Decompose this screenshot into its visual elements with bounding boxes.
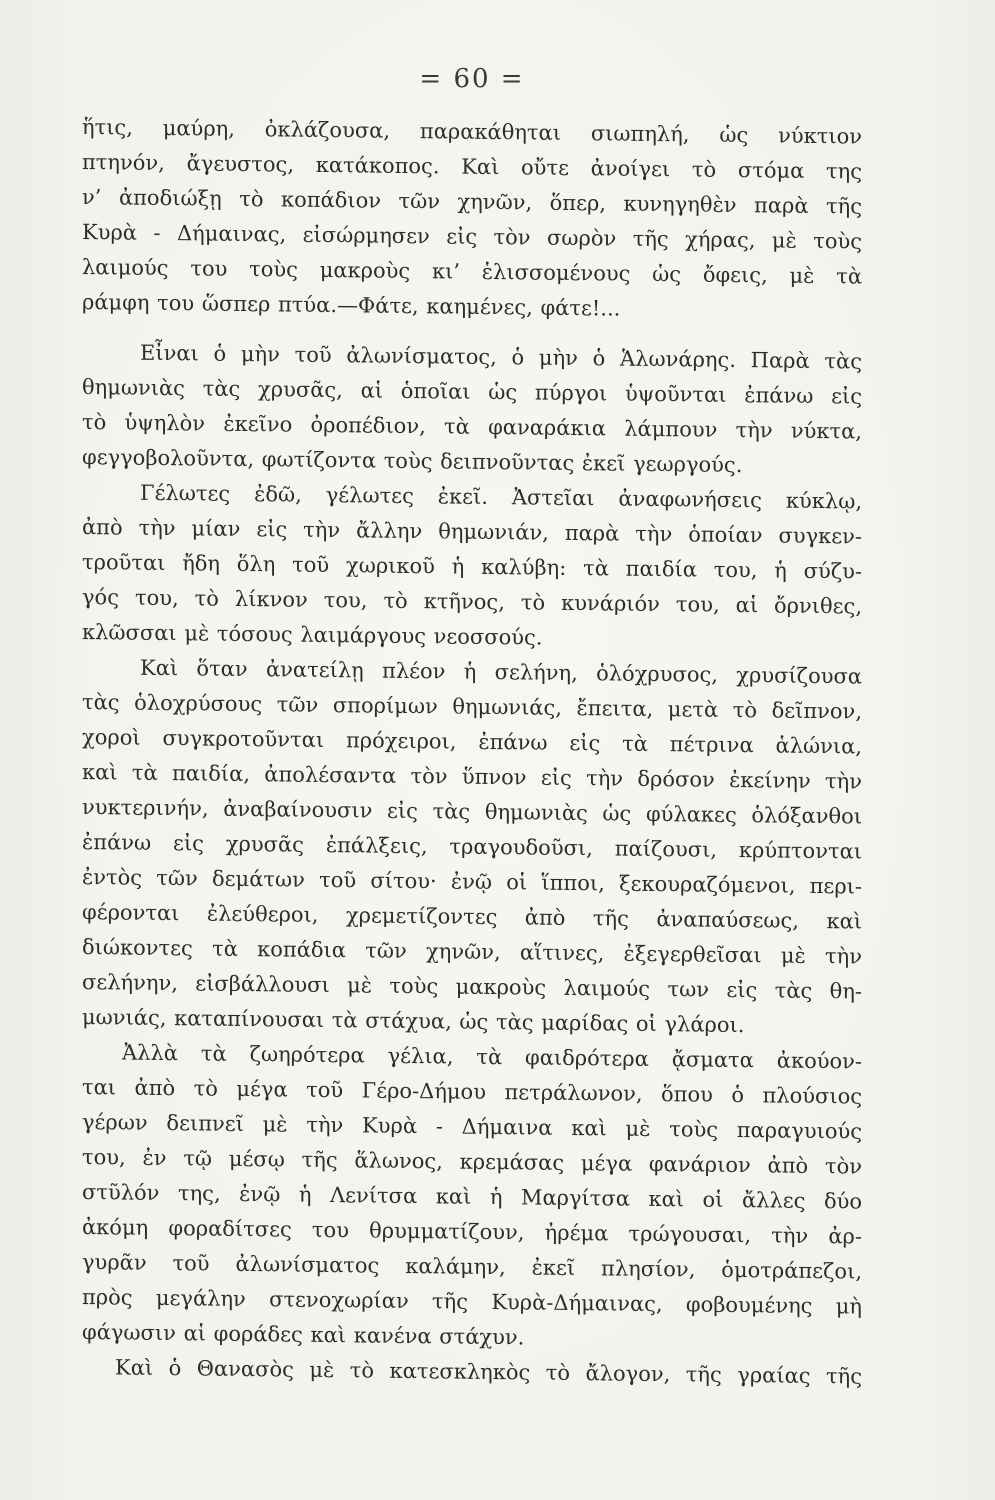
text-line: φέρονται ἐλεύθεροι, χρεμετίζοντες ἀπὸ τῆς ἀναπαύσεως, καὶ [82, 900, 862, 934]
page-number-header: = 60 = [419, 64, 525, 94]
text-line: τὰς ὁλοχρύσους τῶν σπορίμων θημωνιάς, ἔπειτα, μετὰ τὸ δεῖπνον, [82, 690, 862, 724]
text-line: γός του, τὸ λίκνον του, τὸ κτῆνος, τὸ κυνάριόν του, αἱ ὄρνιθες, [82, 585, 862, 619]
text-line: σελήνην, εἰσβάλλουσι μὲ τοὺς μακροὺς λαιμούς των εἰς τὰς θη- [82, 970, 862, 1004]
text-line: Καὶ ὅταν ἀνατείλῃ πλέον ἡ σελήνη, ὁλόχρυσος, χρυσίζουσα [140, 655, 862, 689]
text-line: ράμφη του ὥσπερ πτύα.—Φάτε, καημένες, φάτε!... [82, 290, 621, 321]
text-line: νυκτερινήν, ἀναβαίνουσιν εἰς τὰς θημωνιὰς ὡς φύλακες ὁλόξανθοι [82, 795, 862, 829]
text-line: χοροὶ συγκροτοῦνται πρόχειροι, ἐπάνω εἰς τὰ πέτρινα ἁλώνια, [82, 725, 862, 759]
text-line: πρὸς μεγάλην στενοχωρίαν τῆς Κυρὰ-Δήμαινας, φοβουμένης μὴ [82, 1285, 862, 1319]
text-line: ἀπὸ τὴν μίαν εἰς τὴν ἄλλην θημωνιάν, παρὰ τὴν ὁποίαν συγκεν- [82, 515, 862, 549]
paragraph-2 [82, 335, 862, 485]
text-line: φάγωσιν αἱ φοράδες καὶ κανένα στάχυν. [82, 1320, 525, 1350]
paragraph-3 [82, 475, 862, 660]
text-line: τὸ ὑψηλὸν ἐκεῖνο ὀροπέδιον, τὰ φαναράκια λάμπουν τὴν νύκτα, [82, 410, 862, 444]
text-line: κλῶσσαι μὲ τόσους λαιμάργους νεοσσούς. [82, 620, 543, 650]
text-line: γυρᾶν τοῦ ἀλωνίσματος καλάμην, ἐκεῖ πλησίον, ὁμοτράπεζοι, [82, 1250, 862, 1284]
text-line: διώκοντες τὰ κοπάδια τῶν χηνῶν, αἵτινες, ἐξεγερθεῖσαι μὲ τὴν [82, 935, 862, 969]
text-line: λαιμούς του τοὺς μακροὺς κι’ ἑλισσομένους ὡς ὄφεις, μὲ τὰ [82, 255, 862, 289]
text-line: γέρων δειπνεῖ μὲ τὴν Κυρὰ - Δήμαινα καὶ μὲ τοὺς παραγυιούς [82, 1110, 862, 1144]
paragraph-5 [82, 1035, 862, 1360]
text-line: του, ἐν τῷ μέσῳ τῆς ἅλωνος, κρεμάσας μέγα φανάριον ἀπὸ τὸν [82, 1145, 862, 1179]
text-line: Καὶ ὁ Θανασὸς μὲ τὸ κατεσκληκὸς τὸ ἄλογον, τῆς γραίας τῆς [115, 1355, 862, 1389]
paragraph-4 [82, 650, 862, 1045]
paragraph-1 [82, 110, 862, 330]
text-line: ἐντὸς τῶν δεμάτων τοῦ σίτου· ἐνῷ οἱ ἵπποι, ξεκουραζόμενοι, περι- [82, 865, 862, 899]
text-line: καὶ τὰ παιδία, ἀπολέσαντα τὸν ὕπνον εἰς τὴν δρόσον ἐκείνην τὴν [82, 760, 862, 794]
page-body [82, 110, 862, 1395]
text-line: ν’ ἀποδιώξῃ τὸ κοπάδιον τῶν χηνῶν, ὅπερ, κυνηγηθὲν παρὰ τῆς [82, 185, 862, 219]
text-line: θημωνιὰς τὰς χρυσᾶς, αἱ ὁποῖαι ὡς πύργοι ὑψοῦνται ἐπάνω εἰς [82, 375, 862, 409]
text-line: στῦλόν της, ἐνῷ ἡ Λενίτσα καὶ ἡ Μαργίτσα καὶ οἱ ἄλλες δύο [82, 1180, 862, 1214]
text-line: φεγγοβολοῦντα, φωτίζοντα τοὺς δειπνοῦντας ἐκεῖ γεωργούς. [82, 445, 743, 478]
text-line: τροῦται ἤδη ὅλη τοῦ χωρικοῦ ἡ καλύβη: τὰ παιδία του, ἡ σύζυ- [82, 550, 862, 584]
text-line: πτηνόν, ἄγευστος, κατάκοπος. Καὶ οὔτε ἀνοίγει τὸ στόμα της [82, 150, 862, 184]
text-line: ἀκόμη φοραδίτσες του θρυμματίζουν, ἠρέμα τρώγουσαι, τὴν ἀρ- [82, 1215, 862, 1249]
text-line: Κυρὰ - Δήμαινας, εἰσώρμησεν εἰς τὸν σωρὸν τῆς χήρας, μὲ τοὺς [82, 220, 862, 254]
text-line: Εἶναι ὁ μὴν τοῦ ἀλωνίσματος, ὁ μὴν ὁ Ἁλωνάρης. Παρὰ τὰς [140, 340, 862, 374]
text-line: ται ἀπὸ τὸ μέγα τοῦ Γέρο-Δήμου πετράλωνον, ὅπου ὁ πλούσιος [82, 1075, 862, 1109]
text-line: μωνιάς, καταπίνουσαι τὰ στάχυα, ὡς τὰς μαρίδας οἱ γλάροι. [82, 1005, 745, 1038]
text-line: Ἀλλὰ τὰ ζωηρότερα γέλια, τὰ φαιδρότερα ᾄσματα ἀκούον- [122, 1040, 862, 1074]
text-line: ἥτις, μαύρη, ὀκλάζουσα, παρακάθηται σιωπηλή, ὡς νύκτιον [82, 115, 862, 149]
text-line: Γέλωτες ἐδῶ, γέλωτες ἐκεῖ. Ἀστεῖαι ἀναφωνήσεις κύκλῳ, [140, 480, 862, 514]
text-line: ἐπάνω εἰς χρυσᾶς ἐπάλξεις, τραγουδοῦσι, παίζουσι, κρύπτονται [82, 830, 862, 864]
